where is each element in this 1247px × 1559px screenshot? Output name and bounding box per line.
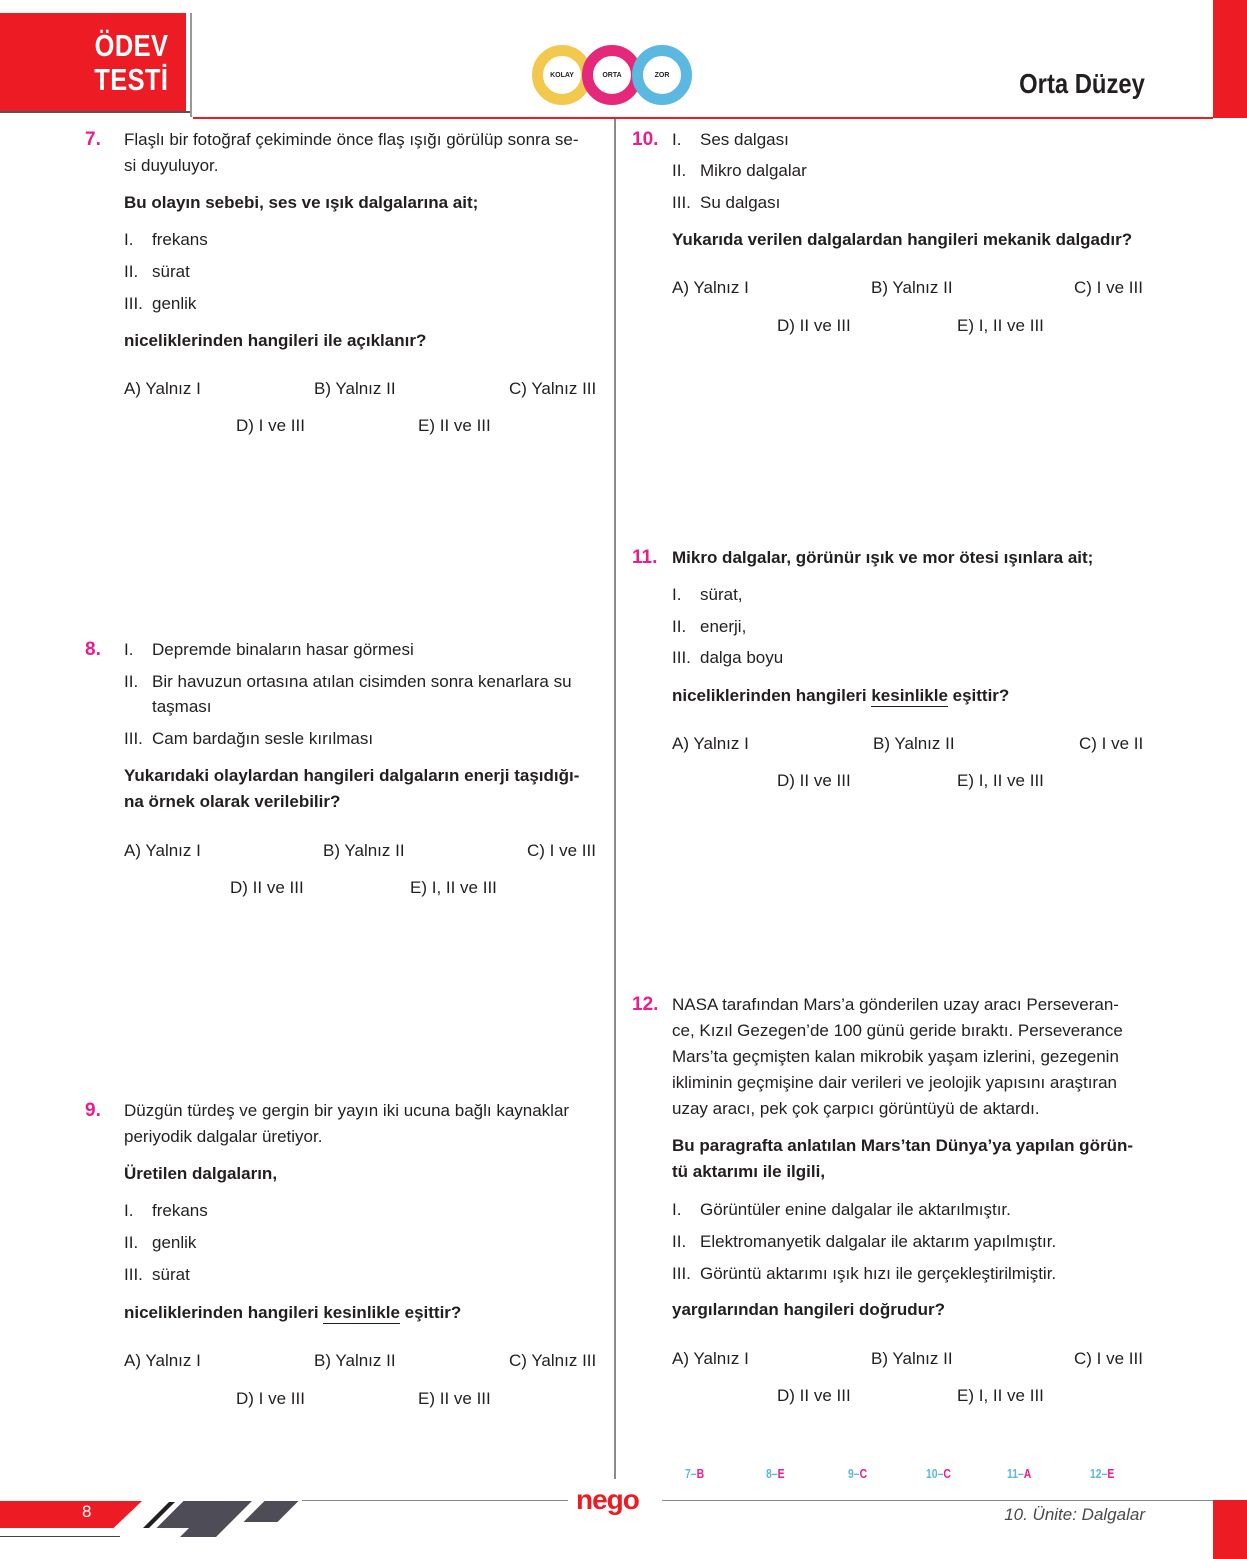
statement-item (672, 582, 743, 608)
roman-numeral: III. (124, 1265, 143, 1284)
statement-text: Cam bardağın sesle kırılması (152, 729, 374, 748)
statement-text: sürat, (700, 585, 743, 604)
answer-key-item: 12–E (1090, 1466, 1115, 1481)
badge-edge (190, 13, 192, 117)
footer-rule-left (302, 1500, 568, 1501)
footer-side-bar (1213, 1500, 1247, 1559)
option-b[interactable]: B) Yalnız II (314, 379, 396, 398)
statement-text: sürat (152, 1265, 190, 1284)
option-c[interactable]: C) I ve III (1074, 1349, 1143, 1368)
statement-text: dalga boyu (700, 648, 784, 667)
option-d[interactable]: D) I ve III (236, 416, 305, 435)
statement-item (124, 1230, 196, 1256)
question-prompt (124, 1300, 461, 1326)
roman-numeral: III. (672, 648, 691, 667)
option-a[interactable]: A) Yalnız I (124, 379, 201, 398)
option-c[interactable]: C) I ve II (1079, 734, 1144, 753)
prompt-text: niceliklerinden hangileri (672, 686, 872, 705)
option-c[interactable]: C) I ve III (1074, 278, 1143, 297)
statement-text: Mikro dalgalar (700, 161, 807, 180)
statement-item (672, 158, 807, 184)
statement-text: Ses dalgası (700, 130, 789, 149)
question-stem: uzay aracı, pek çok çarpıcı görüntüyü de aktardı. (672, 1099, 1040, 1118)
statement-item (672, 1229, 1056, 1255)
footer-page-tab (0, 1501, 142, 1528)
question-number: 8. (85, 639, 101, 660)
option-a[interactable]: A) Yalnız I (672, 734, 749, 753)
option-d[interactable]: D) II ve III (777, 1386, 851, 1405)
test-badge-label (94, 29, 168, 97)
statement-text: genlik (152, 294, 197, 313)
option-a[interactable]: A) Yalnız I (672, 278, 749, 297)
roman-numeral: I. (672, 130, 682, 149)
key-answer: E (1107, 1466, 1115, 1481)
option-c[interactable]: C) Yalnız III (509, 1351, 597, 1370)
option-d[interactable]: D) II ve III (777, 316, 851, 335)
question-stem: si duyuluyor. (124, 156, 219, 175)
question-number: 9. (85, 1100, 101, 1121)
question-stem: NASA tarafından Mars’a gönderilen uzay aracı Perseveran- (672, 995, 1119, 1014)
ring-label: ORTA (602, 71, 622, 79)
roman-numeral: III. (124, 294, 143, 313)
unit-title: 10. Ünite: Dalgalar (1004, 1505, 1145, 1524)
option-e[interactable]: E) II ve III (418, 1389, 491, 1408)
roman-numeral: II. (672, 161, 687, 180)
roman-numeral: II. (124, 1233, 139, 1252)
statement-item (124, 637, 414, 663)
publisher-logo: nego (576, 1484, 639, 1515)
option-d[interactable]: D) I ve III (236, 1389, 305, 1408)
question-prompt: na örnek olarak verilebilir? (124, 792, 341, 811)
roman-numeral: III. (124, 729, 143, 748)
statement-item (672, 645, 783, 671)
statement-item (124, 227, 208, 253)
question-prompt: niceliklerinden hangileri ile açıklanır? (124, 331, 427, 350)
statement-item (124, 1198, 208, 1224)
answer-key-item: 9–C (848, 1466, 868, 1481)
option-e[interactable]: E) II ve III (418, 416, 491, 435)
question-number: 12. (632, 994, 659, 1015)
statement-item (124, 726, 373, 752)
prompt-text: eşittir? (399, 1303, 462, 1322)
roman-numeral: I. (672, 1200, 682, 1219)
prompt-text: eşittir? (947, 686, 1010, 705)
statement-item (672, 1261, 1056, 1287)
statement-item (124, 259, 190, 285)
question-stem: Flaşlı bir fotoğraf çekiminde önce flaş ışığı görülüp sonra se- (124, 130, 579, 149)
question-stem: ce, Kızıl Gezegen’de 100 günü geride bıraktı. Perseverance (672, 1021, 1123, 1040)
ring-label: KOLAY (550, 71, 574, 79)
page-number: 8 (82, 1502, 92, 1521)
statement-text: genlik (152, 1233, 197, 1252)
question-lead: tü aktarımı ile ilgili, (672, 1162, 826, 1181)
option-d[interactable]: D) II ve III (777, 771, 851, 790)
statement-text: frekans (152, 230, 208, 249)
key-answer: A (1023, 1466, 1032, 1481)
option-e[interactable]: E) I, II ve III (410, 878, 497, 897)
question-lead: Bu paragrafta anlatılan Mars’tan Dünya’ya yapılan görün- (672, 1136, 1133, 1155)
test-badge (0, 13, 186, 111)
roman-numeral: III. (672, 193, 691, 212)
badge-shadow (0, 111, 192, 113)
key-question: 11 (1007, 1466, 1018, 1481)
statement-text: Görüntü aktarımı ışık hızı ile gerçekleştirilmiştir. (700, 1264, 1057, 1283)
roman-numeral: I. (124, 640, 134, 659)
footer-rule-right (662, 1500, 1214, 1501)
option-b[interactable]: B) Yalnız II (323, 841, 405, 860)
option-c[interactable]: C) Yalnız III (509, 379, 597, 398)
statement-item (124, 669, 572, 695)
answer-key-item: 8–E (766, 1466, 785, 1481)
ring-zor (632, 45, 692, 105)
question-number: 11. (632, 547, 658, 568)
answer-key-item: 10–C (926, 1466, 951, 1481)
footer-tab-shadow (0, 1536, 120, 1537)
statement-text: Bir havuzun ortasına atılan cisimden sonra kenarlara su (152, 672, 572, 691)
statement-text: Depremde binaların hasar görmesi (152, 640, 414, 659)
roman-numeral: II. (124, 672, 139, 691)
key-answer: C (859, 1466, 868, 1481)
roman-numeral: II. (672, 617, 687, 636)
statement-text: sürat (152, 262, 190, 281)
emphasized-word: kesinlikle (871, 686, 948, 705)
key-question: 8 (766, 1466, 772, 1481)
key-answer: B (696, 1466, 705, 1481)
statement-text: Elektromanyetik dalgalar ile aktarım yapılmıştır. (700, 1232, 1057, 1251)
statement-item (672, 190, 780, 216)
statement-text: enerji, (700, 617, 747, 636)
question-lead: Mikro dalgalar, görünür ışık ve mor ötesi ışınlara ait; (672, 548, 1094, 567)
question-stem: ikliminin geçmişine dair verileri ve jeolojik yapısını araştıran (672, 1073, 1118, 1092)
header-rule (193, 117, 1213, 119)
question-prompt: Yukarıda verilen dalgalardan hangileri mekanik dalgadır? (672, 230, 1133, 249)
question-prompt: yargılarından hangileri doğrudur? (672, 1300, 945, 1319)
statement-text: frekans (152, 1201, 208, 1220)
question-stem: Düzgün türdeş ve gergin bir yayın iki ucuna bağlı kaynaklar (124, 1101, 570, 1120)
roman-numeral: I. (124, 230, 134, 249)
answer-key-item: 11–A (1007, 1466, 1032, 1481)
roman-numeral: I. (672, 585, 682, 604)
answer-key-item: 7–B (685, 1466, 705, 1481)
statement-text: Görüntüler enine dalgalar ile aktarılmıştır. (700, 1200, 1011, 1219)
difficulty-level-title: Orta Düzey (1019, 68, 1145, 99)
ring-label: ZOR (654, 71, 670, 79)
option-d[interactable]: D) II ve III (230, 878, 304, 897)
key-question: 9 (848, 1466, 854, 1481)
key-question: 12 (1090, 1466, 1102, 1481)
option-e[interactable]: E) I, II ve III (957, 316, 1044, 335)
roman-numeral: II. (124, 262, 139, 281)
option-b[interactable]: B) Yalnız II (871, 278, 953, 297)
question-stem: periyodik dalgalar üretiyor. (124, 1127, 323, 1146)
statement-item (672, 1197, 1011, 1223)
badge-line-1: ÖDEV (94, 28, 168, 63)
option-a[interactable]: A) Yalnız I (672, 1349, 749, 1368)
option-b[interactable]: B) Yalnız II (314, 1351, 396, 1370)
option-a[interactable]: A) Yalnız I (124, 1351, 201, 1370)
header-side-bar (1213, 0, 1247, 118)
badge-line-2: TESTİ (93, 62, 168, 97)
emphasized-word: kesinlikle (323, 1303, 400, 1322)
statement-item (672, 127, 789, 153)
option-e[interactable]: E) I, II ve III (957, 771, 1044, 790)
statement-text: Su dalgası (700, 193, 781, 212)
option-b[interactable]: B) Yalnız II (873, 734, 955, 753)
column-divider (614, 119, 616, 1479)
question-lead: Bu olayın sebebi, ses ve ışık dalgalarına ait; (124, 193, 479, 212)
statement-item (672, 614, 746, 640)
roman-numeral: III. (672, 1264, 691, 1283)
key-question: 10 (926, 1466, 938, 1481)
key-question: 7 (685, 1466, 691, 1481)
statement-continuation: taşması (152, 697, 212, 716)
option-c[interactable]: C) I ve III (527, 841, 596, 860)
question-stem: Mars’ta geçmişten kalan mikrobik yaşam izlerini, gezegenin (672, 1047, 1119, 1066)
question-prompt (672, 683, 1009, 709)
difficulty-rings-logo (530, 42, 692, 108)
key-answer: C (943, 1466, 951, 1481)
question-lead: Üretilen dalgaların, (124, 1164, 278, 1183)
option-b[interactable]: B) Yalnız II (871, 1349, 953, 1368)
roman-numeral: I. (124, 1201, 134, 1220)
roman-numeral: II. (672, 1232, 687, 1251)
option-e[interactable]: E) I, II ve III (957, 1386, 1044, 1405)
prompt-text: niceliklerinden hangileri (124, 1303, 324, 1322)
statement-item (124, 1262, 190, 1288)
option-a[interactable]: A) Yalnız I (124, 841, 201, 860)
question-number: 7. (85, 129, 101, 150)
question-prompt: Yukarıdaki olaylardan hangileri dalgaların enerji taşıdığı- (124, 766, 580, 785)
question-number: 10. (632, 129, 659, 150)
key-answer: E (777, 1466, 785, 1481)
footer-slash-decoration (244, 1501, 299, 1522)
statement-item (124, 291, 196, 317)
